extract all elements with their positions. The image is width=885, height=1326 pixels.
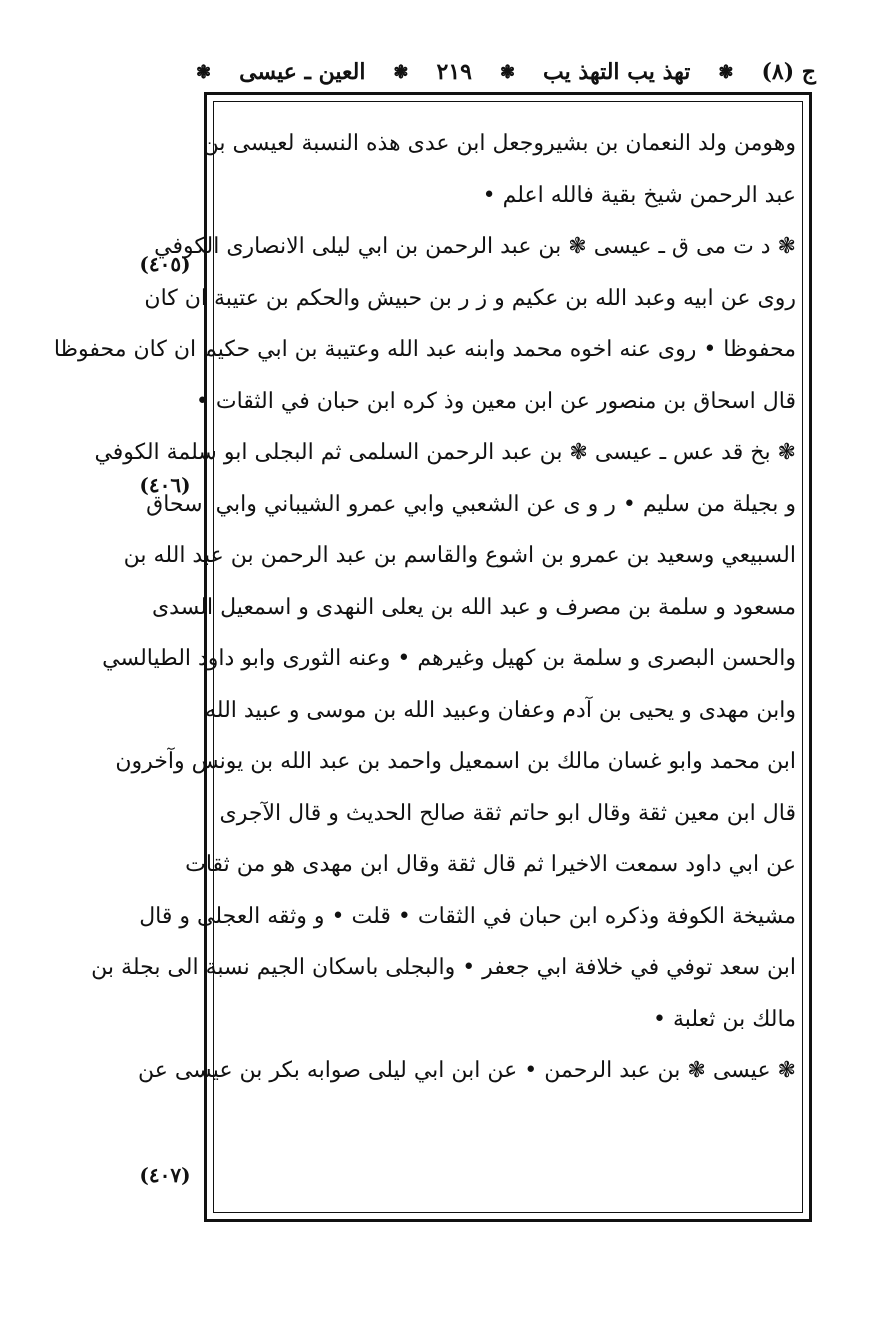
text-line: ابن محمد وابو غسان مالك بن اسمعيل واحمد بن عبد الله بن يونس وآخرون <box>115 749 796 774</box>
text-line: عبد الرحمن شيخ بقية فالله اعلم • <box>482 182 796 208</box>
page-number: ٢١٩ <box>436 59 472 85</box>
ornament-icon: ❃ <box>718 61 734 83</box>
text-line: السبيعي وسعيد بن عمرو بن اشوع والقاسم بن عبد الرحمن بن عبد الله بن <box>123 543 796 568</box>
text-line: وهومن ولد النعمان بن بشيروجعل ابن عدى هذه النسبة لعيسى بن <box>202 131 796 156</box>
volume-label: ج (٨) <box>761 59 816 85</box>
text-line: و بجيلة من سليم • ر و ى عن الشعبي وابي عمرو الشيباني وابي اسحاق <box>146 491 796 517</box>
text-line: ابن سعد توفي في خلافة ابي جعفر • والبجلى باسكان الجيم نسبة الى بجلة بن <box>91 955 796 980</box>
text-line: وابن مهدى و يحيى بن آدم وعفان وعبيد الله بن موسى و عبيد الله <box>204 697 796 723</box>
ornament-icon: ❃ <box>393 61 409 83</box>
ornament-icon: ❃ <box>499 61 516 83</box>
entry-heading-line: ❃ عيسى ❃ بن عبد الرحمن • عن ابن ابي ليلى صوابه بكر بن عيسى عن <box>137 1058 796 1083</box>
text-line: قال اسحاق بن منصور عن ابن معين وذ كره ابن حبان في الثقات • <box>195 388 796 414</box>
book-title: تهذ يب التهذ يب <box>543 59 691 85</box>
text-line: عن ابي داود سمعت الاخيرا ثم قال ثقة وقال ابن مهدى هو من ثقات <box>185 852 796 877</box>
text-line: والحسن البصرى و سلمة بن كهيل وغيرهم • وعنه الثورى وابو داود الطيالسي <box>102 646 796 671</box>
text-line: مشيخة الكوفة وذكره ابن حبان في الثقات • قلت • و وثقه العجلى و قال <box>139 903 796 929</box>
text-line: مسعود و سلمة بن مصرف و عبد الله بن يعلى النهدى و اسمعيل السدى <box>151 594 796 620</box>
running-header <box>196 52 816 92</box>
entry-heading-line: ❃ بخ قد عس ـ عيسى ❃ بن عبد الرحمن السلمى ثم البجلى ابو سلمة الكوفي <box>94 440 796 465</box>
text-line: روى عن ابيه وعبد الله بن عكيم و ز ر بن حبيش والحكم بن عتيبة ان كان <box>144 285 796 311</box>
text-line: محفوظا • روى عنه اخوه محمد وابنه عبد الله وعتيبة بن ابي حكيم ان كان محفوظا <box>53 337 796 362</box>
ornament-icon: ❃ <box>196 61 212 83</box>
text-line: مالك بن ثعلبة • <box>652 1006 796 1032</box>
entry-number: (٤٠٧) <box>139 1163 191 1187</box>
text-line: قال ابن معين ثقة وقال ابو حاتم ثقة صالح الحديث و قال الآجرى <box>219 800 796 826</box>
entry-heading-line: ❃ د ت مى ق ـ عيسى ❃ بن عبد الرحمن بن ابي ليلى الانصارى الكوفي <box>154 234 796 259</box>
section-title: العين ـ عيسى <box>239 59 366 85</box>
entry-number: (٤٠٥) <box>139 252 191 276</box>
entry-number: (٤٠٦) <box>139 473 191 497</box>
